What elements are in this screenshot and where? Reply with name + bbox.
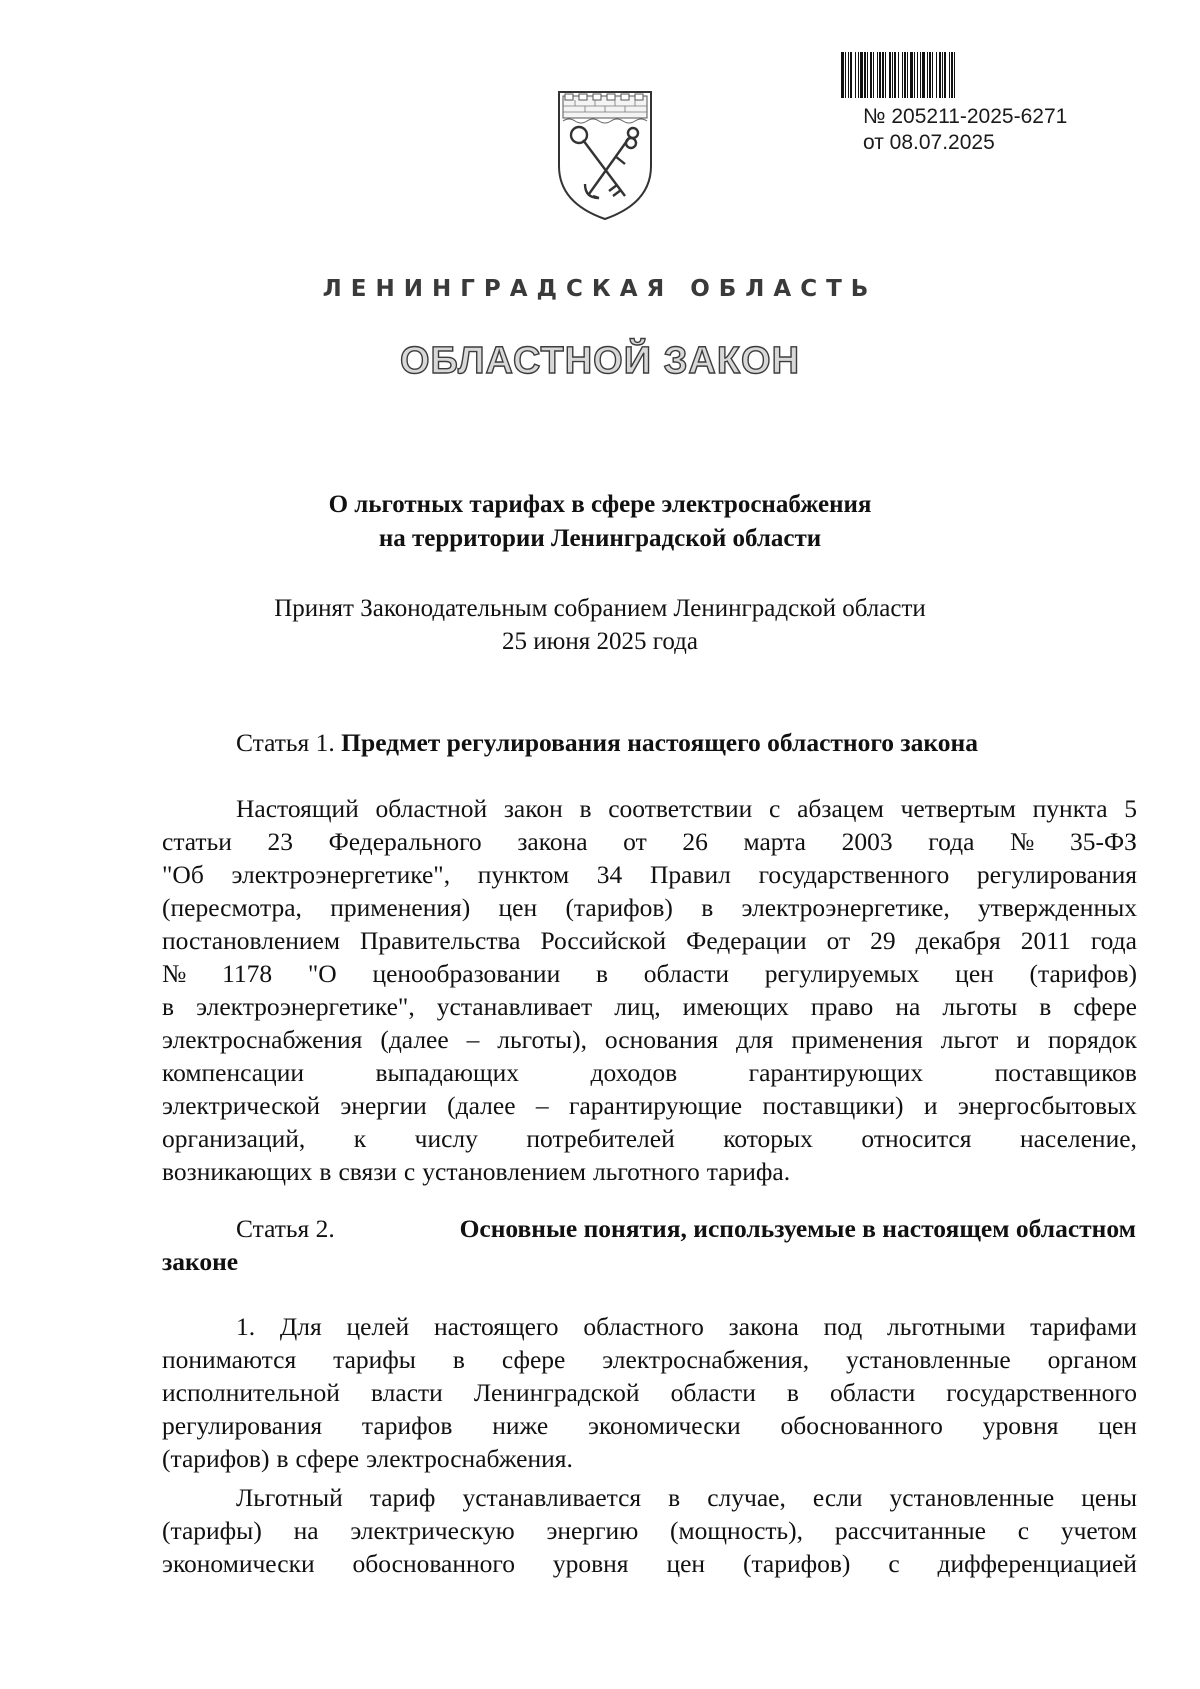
adoption-date: 25 июня 2025 года [502,628,698,655]
text-line: исполнительной власти Ленинградской области в области государственного [162,1378,1137,1407]
text-line: № 1178 "О ценообразовании в области регулируемых цен (тарифов) [162,959,1137,988]
article-2-heading [162,1212,1136,1278]
text-line: (тарифов) в сфере электроснабжения. [162,1444,573,1473]
article-2-title-line-1: Основные понятия, используемые в настоящем областном [459,1214,1136,1243]
registration-barcode [841,52,1097,98]
text-line: организаций, к числу потребителей которых относится население, [162,1124,1137,1153]
text-line: 1. Для целей настоящего областного закона под льготными тарифами [236,1312,1137,1341]
article-1-paragraph [162,792,1137,1188]
article-2-heading-line-1 [162,1212,1136,1245]
text-line: Настоящий областной закон в соответствии с абзацем четвертым пункта 5 [236,794,1137,823]
article-2-paragraph-1 [162,1310,1137,1475]
text-line: компенсации выпадающих доходов гарантирующих поставщиков [162,1058,1137,1087]
region-name: ЛЕНИНГРАДСКАЯ ОБЛАСТЬ [322,276,878,302]
law-title [0,488,1200,556]
adoption-note [0,592,1200,658]
text-line: статьи 23 Федерального закона от 26 марта 2003 года № 35-ФЗ [162,827,1137,856]
text-line: (пересмотра, применения) цен (тарифов) в электроэнергетике, утвержденных [162,893,1137,922]
article-2-title-line-2: законе [162,1247,239,1276]
text-line: регулирования тарифов ниже экономически обоснованного уровня цен [162,1411,1137,1440]
article-1-title: Предмет регулирования настоящего областного закона [341,728,978,757]
text-line: понимаются тарифы в сфере электроснабжения, установленные органом [162,1345,1137,1374]
registration-date: от 08.07.2025 [863,131,995,154]
coat-of-arms-icon [555,88,655,223]
text-line: постановлением Правительства Российской Федерации от 29 декабря 2011 года [162,926,1137,955]
text-line: Льготный тариф устанавливается в случае, если установленные цены [236,1483,1137,1512]
text-line: "Об электроэнергетике", пунктом 34 Правил государственного регулирования [162,860,1137,889]
text-line: электроснабжения (далее – льготы), основания для применения льгот и порядок [162,1025,1137,1054]
adoption-line-1: Принят Законодательным собранием Ленинградской области [274,595,926,622]
law-type-heading: ОБЛАСТНОЙ ЗАКОН [399,340,801,382]
text-line: электрической энергии (далее – гарантирующие поставщики) и энергосбытовых [162,1091,1137,1120]
article-2-prefix: Статья 2. [236,1214,335,1243]
text-line: возникающих в связи с установлением льготного тарифа. [162,1157,791,1186]
text-line: экономически обоснованного уровня цен (тарифов) с дифференциацией [162,1549,1137,1578]
text-line: в электроэнергетике", устанавливает лиц, имеющих право на льготы в сфере [162,992,1137,1021]
registration-block [863,104,1067,156]
registration-number: № 205211-2025-6271 [863,105,1068,128]
law-title-line-2: на территории Ленинградской области [378,525,822,552]
article-1-heading [236,726,1136,759]
article-2-paragraph-2 [162,1481,1137,1580]
article-2-heading-line-2 [162,1245,1136,1278]
law-title-line-1: О льготных тарифах в сфере электроснабжения [328,491,872,518]
barcode-bar [955,52,957,98]
article-1-prefix: Статья 1. [236,728,335,757]
text-line: (тарифы) на электрическую энергию (мощность), рассчитанные с учетом [162,1516,1137,1545]
